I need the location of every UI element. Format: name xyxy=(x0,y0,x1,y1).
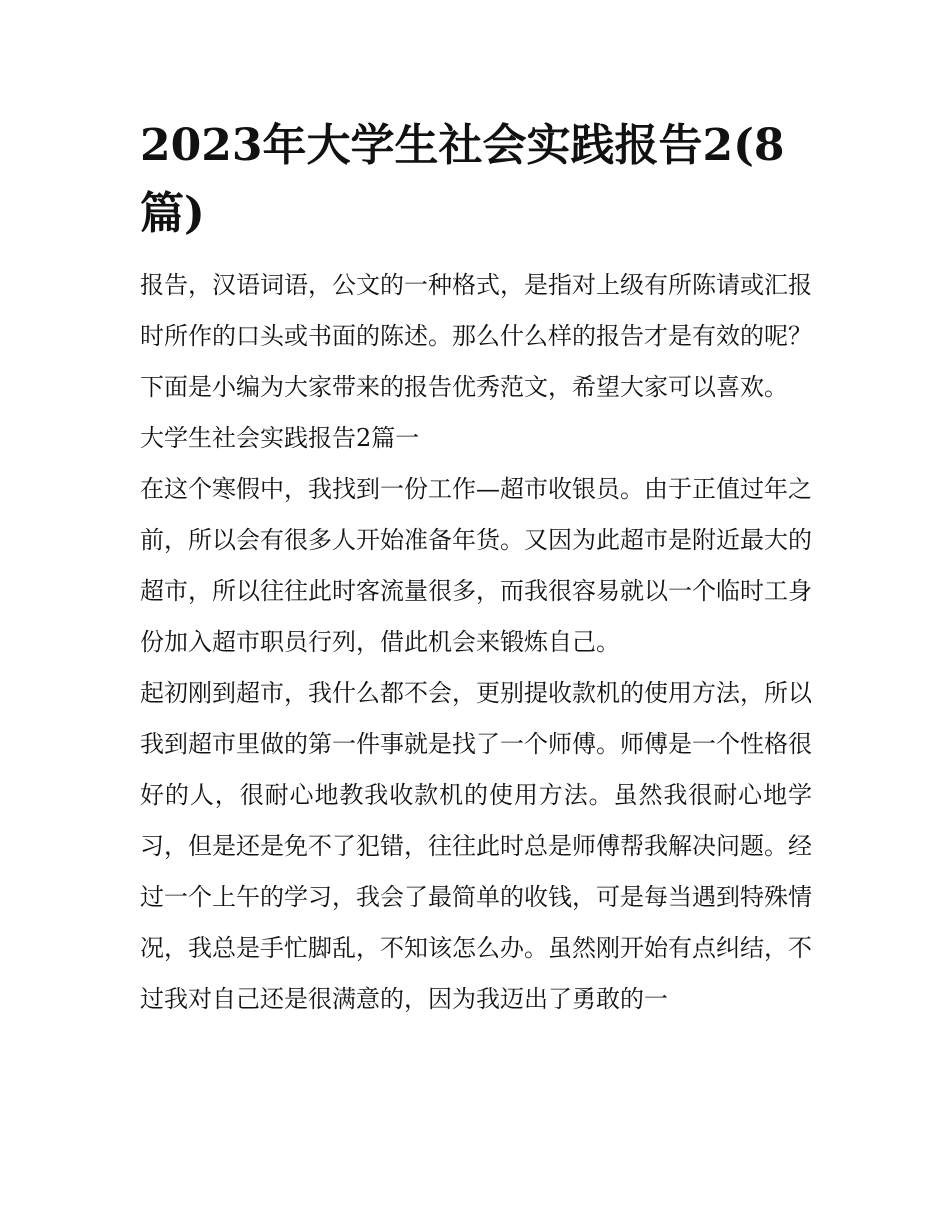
body-paragraph-1: 在这个寒假中，我找到一份工作—超市收银员。由于正值过年之前，所以会有很多人开始准备年货。又因为此超市是附近最大的超市，所以往往此时客流量很多，而我很容易就以一个临时工身份加入超市职员行列，借此机会来锻炼自己。 xyxy=(140,475,812,656)
intro-paragraph: 报告，汉语词语，公文的一种格式，是指对上级有所陈请或汇报时所作的口头或书面的陈述。那么什么样的报告才是有效的呢？下面是小编为大家带来的报告优秀范文，希望大家可以喜欢。 xyxy=(140,271,812,401)
document-title: 2023年大学生社会实践报告2(8篇) xyxy=(140,120,785,239)
section-heading: 大学生社会实践报告2篇一 xyxy=(140,424,420,452)
document-page xyxy=(140,112,812,1025)
body-paragraph-2: 起初刚到超市，我什么都不会，更别提收款机的使用方法，所以我到超市里做的第一件事就是找了一个师傅。师傅是一个性格很好的人，很耐心地教我收款机的使用方法。虽然我很耐心地学习，但是还是免不了犯错，往往此时总是师傅帮我解决问题。经过一个上午的学习，我会了最简单的收钱，可是每当遇到特殊情况，我总是手忙脚乱，不知该怎么办。虽然刚开始有点纠结，不过我对自己还是很满意的，因为我迈出了勇敢的一 xyxy=(140,679,812,1013)
